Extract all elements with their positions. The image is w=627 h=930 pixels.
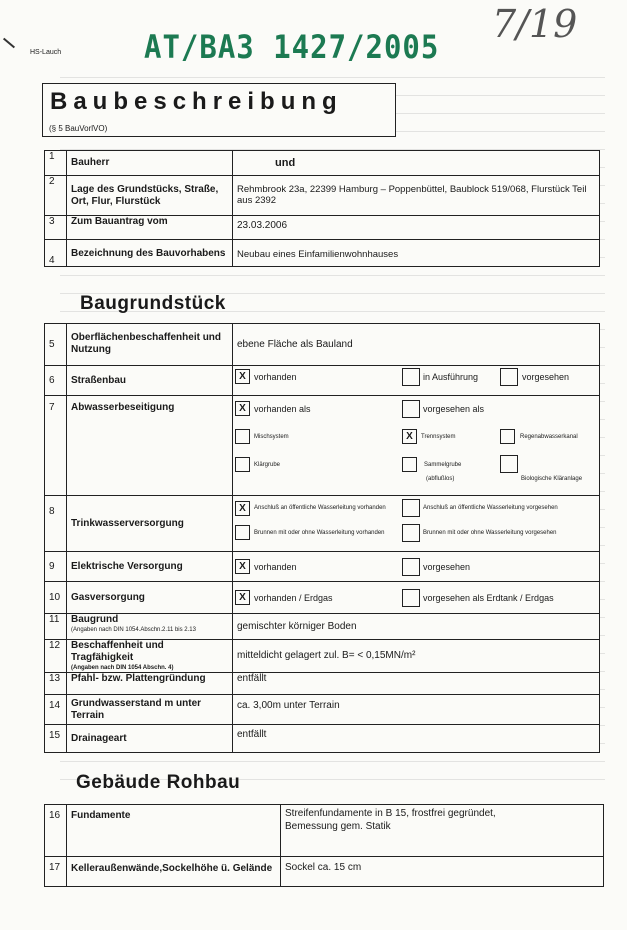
table-row (45, 640, 600, 673)
table-row (45, 496, 600, 552)
row-label: Bezeichnung des Bauvorhabens (67, 240, 233, 267)
fundamente-value-line2: Bemessung gem. Statik (285, 821, 391, 832)
option-label: vorhanden (254, 562, 297, 572)
row-number: 10 (45, 582, 67, 614)
row-value: mitteldicht gelagert zul. B= < 0,15MN/m² (233, 640, 600, 673)
abwasser-vorgesehen-checkbox[interactable] (402, 400, 420, 418)
gas-vorgesehen-checkbox[interactable] (402, 589, 420, 607)
option-label: Trennsystem (421, 434, 456, 440)
table-row (45, 614, 600, 640)
row-label (67, 640, 233, 673)
row-value: 23.03.2006 (233, 216, 600, 240)
elektro-vorgesehen-checkbox[interactable] (402, 558, 420, 576)
trennsystem-checkbox[interactable]: X (402, 429, 417, 444)
regenabwasserkanal-checkbox[interactable] (500, 429, 515, 444)
row-number: 1 (45, 151, 67, 176)
row-label (67, 614, 233, 640)
row-value: entfällt (233, 673, 600, 695)
gas-vorhanden-checkbox[interactable]: X (235, 590, 250, 605)
tragfaehigkeit-label: Beschaffenheit und Tragfähigkeit (71, 640, 164, 663)
row-label: Drainageart (67, 725, 233, 753)
strassenbau-vorgesehen-checkbox[interactable] (500, 368, 518, 386)
sammelgrube-checkbox[interactable] (402, 457, 417, 472)
biologische-klaeranlage-checkbox[interactable] (500, 455, 518, 473)
row-label: Zum Bauantrag vom (67, 216, 233, 240)
strassenbau-vorhanden-checkbox[interactable]: X (235, 369, 250, 384)
table-row (45, 552, 600, 582)
row-value: gemischter körniger Boden (233, 614, 600, 640)
row-number: 12 (45, 640, 67, 673)
corner-mark (3, 38, 15, 49)
baugrundstueck-table (44, 323, 600, 753)
document-title: Baubeschreibung (50, 88, 343, 115)
option-label: vorgesehen (522, 372, 570, 382)
table-row (45, 240, 600, 267)
option-label: vorhanden (254, 372, 297, 382)
row-number: 14 (45, 695, 67, 725)
table-row (45, 725, 600, 753)
baugrund-label: Baugrund (71, 614, 119, 625)
title-box (42, 83, 396, 137)
row-value: ebene Fläche als Bauland (233, 324, 600, 366)
option-label: vorhanden / Erdgas (254, 593, 333, 603)
option-label: vorgesehen als Erdtank / Erdgas (423, 593, 554, 603)
row-value: ca. 3,00m unter Terrain (233, 695, 600, 725)
row-label: Fundamente (67, 805, 281, 857)
row-value: Neubau eines Einfamilienwohnhauses (233, 240, 600, 267)
table-row (45, 673, 600, 695)
mischsystem-checkbox[interactable] (235, 429, 250, 444)
wasser-anschluss-vorgesehen-checkbox[interactable] (402, 499, 420, 517)
row-label: Elektrische Versorgung (67, 552, 233, 582)
section-baugrundstueck: Baugrundstück (80, 293, 226, 314)
elektro-vorhanden-checkbox[interactable]: X (235, 559, 250, 574)
strassenbau-ausfuehrung-checkbox[interactable] (402, 368, 420, 386)
row-value (281, 805, 604, 857)
row-label: Gasversorgung (67, 582, 233, 614)
row-value: entfällt (233, 725, 600, 753)
row-value: Rehmbrook 23a, 22399 Hamburg – Poppenbüttel, Baublock 519/068, Flurstück Teil aus 2392 (233, 176, 600, 216)
row-value (233, 151, 600, 176)
row-number: 15 (45, 725, 67, 753)
bauherr-value: und (275, 157, 296, 169)
row-number: 9 (45, 552, 67, 582)
tragfaehigkeit-note: (Angaben nach DIN 1054 Abschn. 4) (71, 665, 174, 671)
row-number: 6 (45, 366, 67, 396)
row-number: 7 (45, 396, 67, 496)
option-label: Anschluß an öffentliche Wasserleitung vorgesehen (423, 505, 558, 511)
option-label: Regenabwasserkanal (520, 434, 578, 440)
option-label: Klärgrube (254, 462, 281, 468)
row-label: Bauherr (67, 151, 233, 176)
option-label: in Ausführung (423, 372, 479, 382)
row-number: 16 (45, 805, 67, 857)
row-number: 8 (45, 496, 67, 552)
baugrund-note: (Angaben nach DIN 1054.Abschn.2.11 bis 2.13 (71, 627, 196, 633)
table-row (45, 805, 604, 857)
row-number: 13 (45, 673, 67, 695)
brunnen-vorgesehen-checkbox[interactable] (402, 524, 420, 542)
table-row (45, 324, 600, 366)
table-row (45, 216, 600, 240)
row-label: Straßenbau (67, 366, 233, 396)
option-label: Sammelgrube (424, 462, 462, 468)
option-label: Brunnen mit oder ohne Wasserleitung vorgesehen (423, 530, 557, 536)
option-label: Biologische Kläranlage (521, 476, 583, 482)
brunnen-vorhanden-checkbox[interactable] (235, 525, 250, 540)
row-number: 2 (45, 176, 67, 216)
row-number: 11 (45, 614, 67, 640)
row-value: Sockel ca. 15 cm (281, 857, 604, 887)
table-row (45, 695, 600, 725)
hs-label: HS-Lauch (30, 49, 62, 56)
row-number: 5 (45, 324, 67, 366)
option-label: vorgesehen als (423, 404, 485, 414)
row-label: Grundwasserstand m unter Terrain (67, 695, 233, 725)
fundamente-value-line1: Streifenfundamente in B 15, frostfrei gegründet, (285, 808, 496, 819)
option-label: vorhanden als (254, 404, 311, 414)
abwasser-vorhanden-checkbox[interactable]: X (235, 401, 250, 416)
table-row (45, 396, 600, 496)
row-label: Abwasserbeseitigung (67, 396, 233, 496)
row-number: 4 (45, 240, 67, 267)
table-row (45, 176, 600, 216)
row-label: Lage des Grundstücks, Straße, Ort, Flur, Flurstück (67, 176, 233, 216)
row-number: 17 (45, 857, 67, 887)
klaergrube-checkbox[interactable] (235, 457, 250, 472)
row-label: Pfahl- bzw. Plattengründung (67, 673, 233, 695)
table-row (45, 857, 604, 887)
handwritten-number: 7/19 (492, 2, 578, 46)
document-subtitle: (§ 5 BauVorlVO) (49, 124, 108, 133)
option-label: Mischsystem (254, 434, 289, 440)
row-number: 3 (45, 216, 67, 240)
option-label: Brunnen mit oder ohne Wasserleitung vorhanden (254, 530, 385, 536)
option-label: vorgesehen (423, 562, 471, 572)
rohbau-table (44, 804, 604, 887)
row-label: Oberflächenbeschaffenheit und Nutzung (67, 324, 233, 366)
general-table (44, 150, 600, 267)
section-gebaeude-rohbau: Gebäude Rohbau (76, 772, 241, 793)
option-label: Anschluß an öffentliche Wasserleitung vorhanden (254, 505, 386, 511)
table-row (45, 151, 600, 176)
row-label: Kelleraußenwände,Sockelhöhe ü. Gelände (67, 857, 281, 887)
wasser-anschluss-vorhanden-checkbox[interactable]: X (235, 501, 250, 516)
row-label: Trinkwasserversorgung (67, 496, 233, 552)
file-number-stamp: AT/BA3 1427/2005 (144, 28, 440, 66)
option-note: (abflußlos) (426, 476, 455, 482)
